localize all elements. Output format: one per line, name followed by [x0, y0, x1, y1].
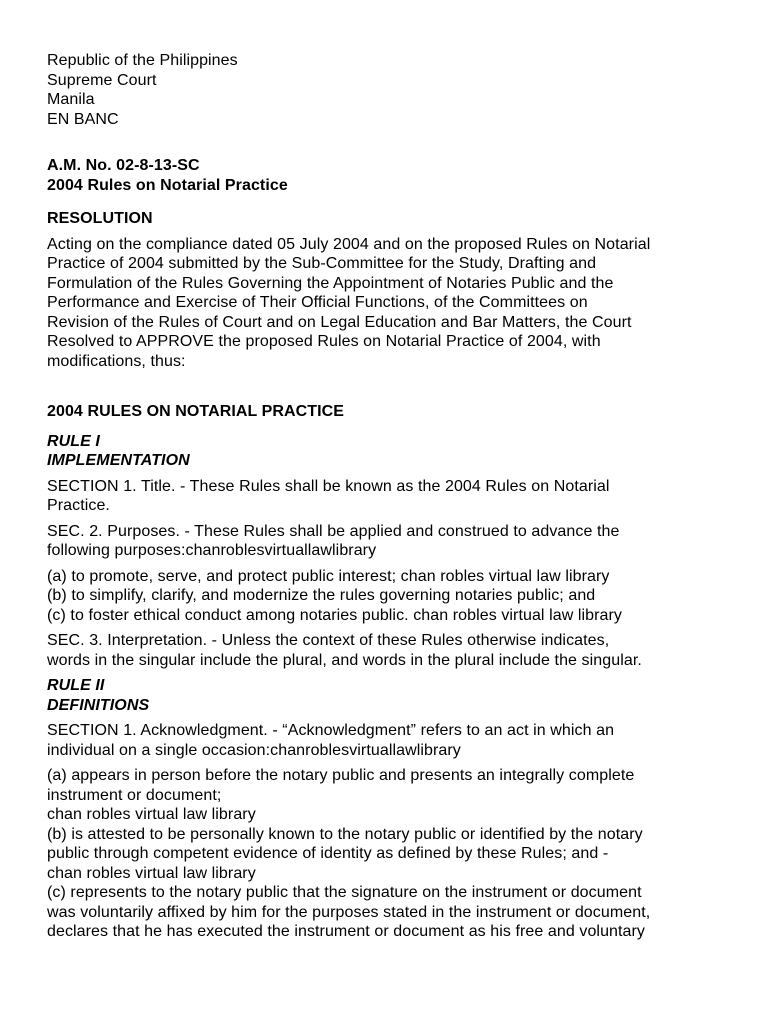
resolution-line: Practice of 2004 submitted by the Sub-Committee for the Study, Drafting and	[47, 255, 597, 272]
list-item: declares that he has executed the instrument or document as his free and voluntary	[47, 923, 646, 940]
list-item: (a) to promote, serve, and protect public interest; chan robles virtual law library	[47, 567, 610, 585]
resolution-line: Resolved to APPROVE the proposed Rules on Notarial Practice of 2004, with	[47, 333, 601, 350]
section-line: following purposes:chanroblesvirtuallawlibrary	[47, 542, 377, 559]
spacer	[47, 422, 728, 432]
header-line: Manila	[47, 91, 95, 108]
list-item: (c) represents to the notary public that the signature on the instrument or document	[47, 884, 642, 901]
list-item: was voluntarily affixed by him for the purposes stated in the instrument or document,	[47, 903, 651, 921]
rule-number: RULE I	[47, 432, 100, 450]
definition-items	[47, 766, 728, 942]
rule-2-section-1	[47, 721, 728, 760]
resolution-line: Revision of the Rules of Court and on Legal Education and Bar Matters, the Court	[47, 313, 632, 331]
case-heading	[47, 156, 728, 195]
case-title: 2004 Rules on Notarial Practice	[47, 176, 288, 194]
resolution-line: modifications, thus:	[47, 352, 186, 370]
rule-1-section-3	[47, 631, 728, 670]
resolution-line: Acting on the compliance dated 05 July 2004 and on the proposed Rules on Notarial	[47, 235, 651, 253]
rule-name: IMPLEMENTATION	[47, 452, 190, 469]
header-line: EN BANC	[47, 110, 119, 128]
spacer	[47, 371, 728, 402]
list-item: (c) to foster ethical conduct among notaries public. chan robles virtual law library	[47, 606, 622, 624]
section-line: Practice.	[47, 497, 110, 514]
section-line: SECTION 1. Title. - These Rules shall be known as the 2004 Rules on Notarial	[47, 477, 610, 495]
court-header	[47, 51, 728, 129]
list-item: chan robles virtual law library	[47, 864, 256, 882]
list-item: public through competent evidence of identity as defined by these Rules; and -	[47, 845, 609, 862]
resolution-heading: RESOLUTION	[47, 210, 153, 227]
spacer	[47, 195, 728, 209]
resolution-body	[47, 235, 728, 372]
purposes-list	[47, 567, 728, 626]
rule-number: RULE II	[47, 677, 105, 694]
rule-name: DEFINITIONS	[47, 696, 150, 714]
header-line: Republic of the Philippines	[47, 52, 238, 69]
resolution-line: Formulation of the Rules Governing the Appointment of Notaries Public and the	[47, 274, 614, 292]
list-item: (b) to simplify, clarify, and modernize the rules governing notaries public; and	[47, 587, 596, 604]
rule-1-heading	[47, 432, 728, 471]
rule-2-heading	[47, 676, 728, 715]
list-item: (a) appears in person before the notary public and presents an integrally complete	[47, 767, 635, 784]
section-line: words in the singular include the plural, and words in the plural include the singular.	[47, 651, 642, 669]
header-line: Supreme Court	[47, 71, 157, 89]
rules-title: 2004 RULES ON NOTARIAL PRACTICE	[47, 403, 345, 420]
rule-1-section-1	[47, 477, 728, 516]
list-item: chan robles virtual law library	[47, 806, 256, 823]
rule-1-section-2	[47, 522, 728, 561]
section-line: SEC. 3. Interpretation. - Unless the context of these Rules otherwise indicates,	[47, 632, 610, 649]
section-line: individual on a single occasion:chanroblesvirtuallawlibrary	[47, 741, 461, 759]
case-number: A.M. No. 02-8-13-SC	[47, 157, 200, 174]
spacer	[47, 129, 728, 156]
list-item: (b) is attested to be personally known to the notary public or identified by the notary	[47, 825, 643, 843]
section-line: SEC. 2. Purposes. - These Rules shall be applied and construed to advance the	[47, 522, 620, 540]
list-item: instrument or document;	[47, 786, 222, 804]
resolution-line: Performance and Exercise of Their Official Functions, of the Committees on	[47, 294, 588, 311]
section-line: SECTION 1. Acknowledgment. - “Acknowledgment” refers to an act in which an	[47, 722, 615, 739]
